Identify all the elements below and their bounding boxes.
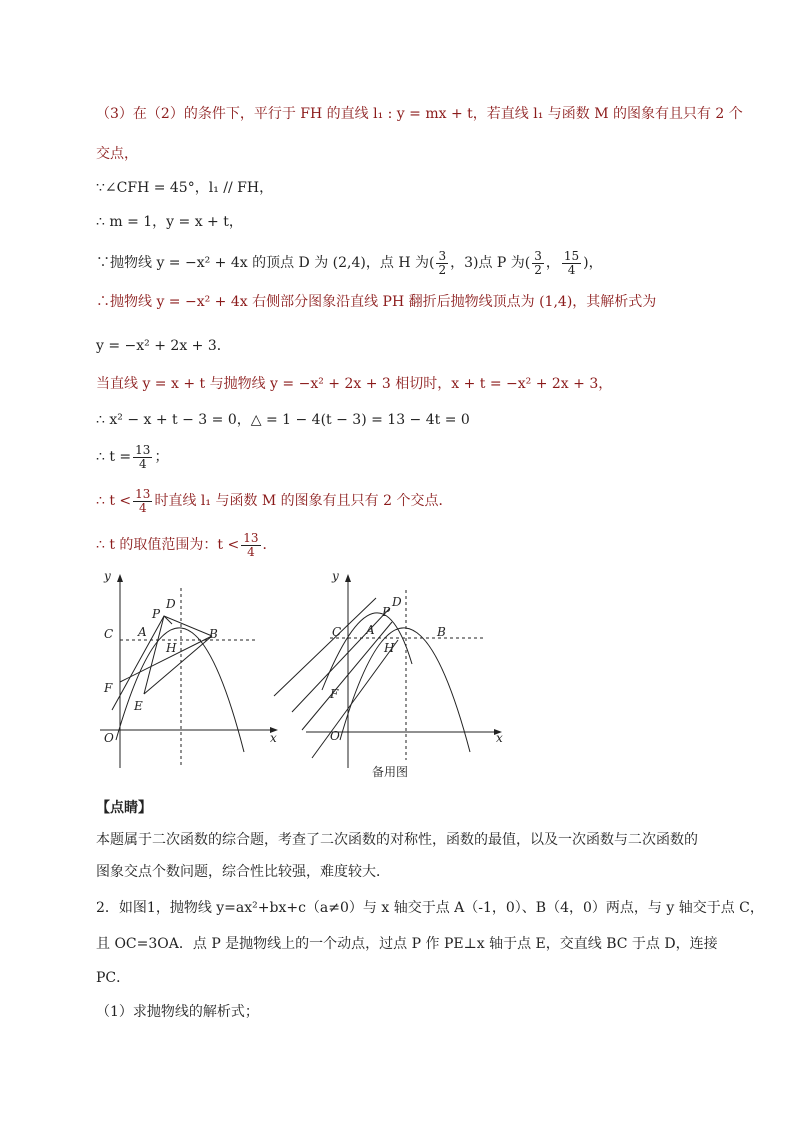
fig2-line-4 xyxy=(312,640,398,758)
fig1-label-o: O xyxy=(104,731,114,745)
fig2-label-b: B xyxy=(437,625,446,639)
fig1-label-f: F xyxy=(104,681,113,695)
fig1-label-h: H xyxy=(166,641,177,655)
fig2-label-c: C xyxy=(332,625,342,639)
solution-line-8: 当直线 y = x + t 与抛物线 y = −x² + 2x + 3 相切时，x + t = −x² + 2x + 3， xyxy=(96,376,613,392)
fig2-y-arrow-icon xyxy=(345,574,351,582)
solution-line-9: ∴ x² − x + t − 3 = 0，△ = 1 − 4(t − 3) = 13 − 4t = 0 xyxy=(96,412,470,428)
fraction-t-range: $\frac{13}{4}$ xyxy=(243,530,259,559)
fig1-label-e: E xyxy=(134,699,143,713)
fig2-label-o: O xyxy=(330,729,340,743)
fig2-label-p: P xyxy=(382,605,391,619)
solution-line-10: ∴ t = $\frac{13}{4}$ ； xyxy=(96,442,169,471)
fig2-label-a: A xyxy=(366,623,375,637)
fraction-t-value: $\frac{13}{4}$ xyxy=(135,442,151,471)
review-heading: 【点睛】 xyxy=(96,800,152,816)
review-paragraph-2: 图象交点个数问题，综合性比较强，难度较大． xyxy=(96,864,390,880)
fig2-line-2 xyxy=(292,608,390,712)
fig2-label-y: y xyxy=(332,569,339,583)
review-paragraph-1: 本题属于二次函数的综合题，考查了二次函数的对称性，函数的最值，以及一次函数与二次函数的 xyxy=(96,832,698,848)
fig1-segment-ep xyxy=(144,616,164,694)
solution-line-2: 交点， xyxy=(96,146,138,162)
fig1-segment-fp xyxy=(112,616,212,710)
fraction-p-x: $\frac{3}{2}$ xyxy=(534,248,542,277)
solution-line-6: ∴抛物线 y = −x² + 4x 右侧部分图象沿直线 PH 翻折后抛物线顶点为 (1,4)，其解析式为 xyxy=(96,294,657,310)
solution-line-7: y = −x² + 2x + 3． xyxy=(96,338,231,354)
fraction-p-y: $\frac{15}{4}$ xyxy=(563,248,580,277)
fig2-parabola xyxy=(340,628,470,752)
fig1-label-x: x xyxy=(270,731,277,745)
solution-line-4: ∴ m = 1，y = x + t， xyxy=(96,214,243,230)
fig2-label-d: D xyxy=(392,595,402,609)
fig2-caption: 备用图 xyxy=(372,765,409,779)
fig1-parabola xyxy=(116,628,244,752)
solution-line-5: ∵抛物线 y = −x² + 4x 的顶点 D 为 (2,4)，点 H 为( $\frac{3}{2}$ ，3)点 P 为( $\frac{3}{2}$ ， $\frac{15}{4}$ )， xyxy=(96,248,603,277)
solution-line-3: ∵∠CFH = 45°，l₁ // FH， xyxy=(96,180,274,196)
fig1-label-d: D xyxy=(166,597,176,611)
fraction-t-bound: $\frac{13}{4}$ xyxy=(135,486,151,515)
fig1-label-b: B xyxy=(209,627,218,641)
problem2-line-3: PC． xyxy=(96,970,131,986)
solution-line-11: ∴ t < $\frac{13}{4}$ 时直线 l₁ 与函数 M 的图象有且只有 2 个交点． xyxy=(96,486,453,515)
fig1-label-c: C xyxy=(104,627,114,641)
fig2-label-h: H xyxy=(384,641,395,655)
fig2-line-1 xyxy=(274,598,376,696)
fig1-label-y: y xyxy=(104,569,111,583)
fig1-y-arrow-icon xyxy=(117,574,123,582)
fig2-label-x: x xyxy=(496,731,503,745)
problem2-line-4: （1）求抛物线的解析式； xyxy=(96,1004,259,1020)
fig1-label-p: P xyxy=(152,607,161,621)
problem2-line-1: 2．如图1，抛物线 y=ax²+bx+c（a≠0）与 x 轴交于点 A（-1，0）、B（4，0）两点，与 y 轴交于点 C， xyxy=(96,900,764,916)
fig2-label-f: F xyxy=(330,687,339,701)
solution-line-1: （3）在（2）的条件下，平行于 FH 的直线 l₁ : y = mx + t，若直线 l₁ 与函数 M 的图象有且只有 2 个 xyxy=(96,106,743,122)
fig1-label-a: A xyxy=(138,625,147,639)
figure-1 xyxy=(100,569,278,768)
solution-line-12: ∴ t 的取值范围为：t < $\frac{13}{4}$ ． xyxy=(96,530,277,559)
fraction-h-x: $\frac{3}{2}$ xyxy=(438,248,447,277)
figure-2 xyxy=(274,569,503,779)
problem2-line-2: 且 OC=3OA．点 P 是抛物线上的一个动点，过点 P 作 PE⊥x 轴于点 E，交直线 BC 于点 D，连接 xyxy=(96,936,718,952)
figures-area xyxy=(0,560,794,790)
